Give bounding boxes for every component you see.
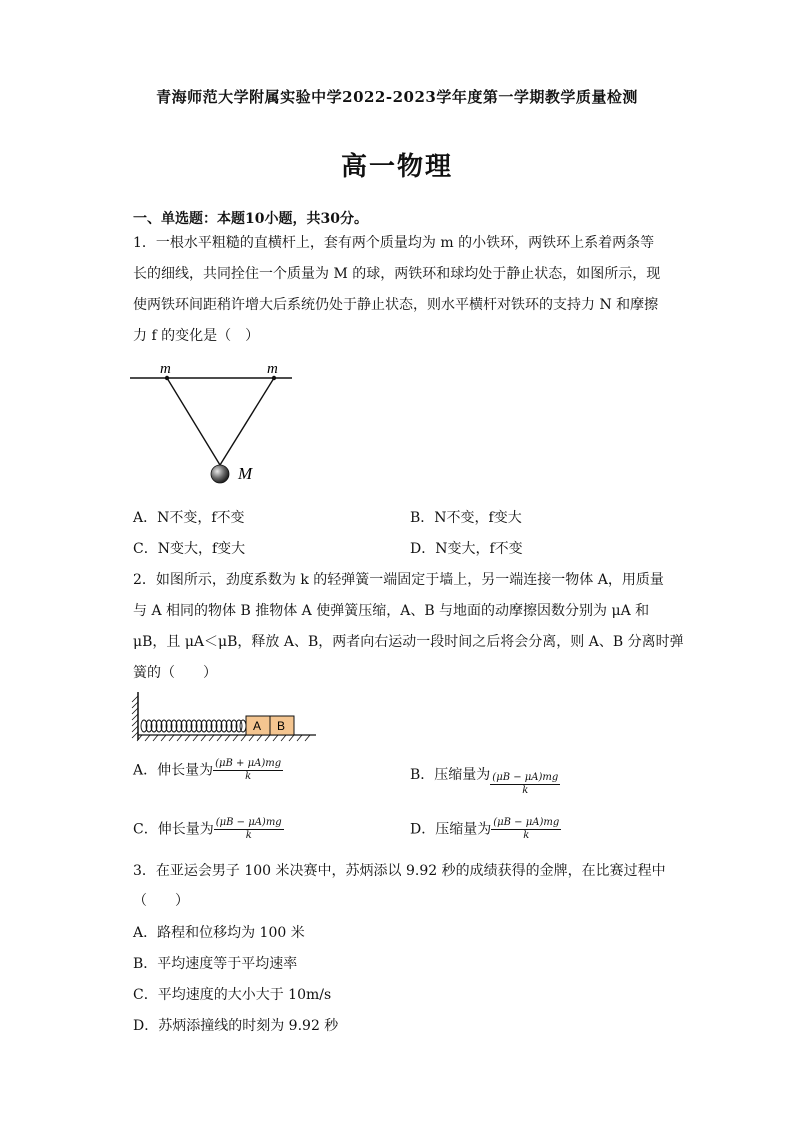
q2-option-b-numerator: (μB − μA)mg [492,772,559,783]
page-title: 高一物理 [340,152,453,182]
q2-option-a-label: A．伸长量为 [133,762,214,779]
q2-option-d-denominator: k [523,830,530,841]
q2-option-d-numerator: (μB − μA)mg [493,817,560,828]
q1-option-b: B．N不变，f变大 [410,510,522,526]
q2-line-2: 与 A 相同的物体 B 推物体 A 使弹簧压缩，A、B 与地面的动摩擦因数分别为 μA 和 [133,603,650,619]
block-b-label: B [277,719,286,733]
q1-figure [128,355,298,490]
q2-option-c-label: C．伸长量为 [133,821,214,838]
q1-line-3: 使两铁环间距稍许增大后系统仍处于静止状态，则水平横杆对铁环的支持力 N 和摩擦 [133,297,659,313]
exam-header: 青海师范大学附属实验中学2022-2023学年度第一学期教学质量检测 [156,88,638,106]
q2-option-a [133,758,283,783]
block-a-label: A [253,719,262,733]
q2-option-d-label: D．压缩量为 [410,821,492,838]
q3-option-b: B．平均速度等于平均速率 [133,956,298,972]
ball [211,465,229,483]
string-left [167,378,220,465]
q3-option-d: D．苏炳添撞线的时刻为 9.92 秒 [133,1018,339,1034]
ring-right-label: m [267,361,278,377]
q2-option-c-numerator: (μB − μA)mg [215,817,282,828]
q3-line-2: （ ） [133,893,189,909]
q2-option-c [133,817,284,842]
section-heading: 一、单选题：本题10小题，共30分。 [133,211,368,227]
q1-option-d: D．N变大，f不变 [410,541,523,557]
q2-option-d [410,817,561,842]
string-right [220,378,274,465]
q1-option-a: A．N不变，f不变 [133,510,245,526]
q2-option-a-numerator: (μB + μA)mg [215,758,282,769]
spring [141,720,246,732]
q1-line-4: 力 f 的变化是（ ） [133,328,260,344]
q3-option-a: A．路程和位移均为 100 米 [133,925,305,941]
q2-option-a-denominator: k [245,771,252,782]
q2-option-c-denominator: k [245,830,252,841]
q2-option-c-fraction [214,817,284,842]
ring-left-label: m [160,361,171,377]
q3-line-1: 3．在亚运会男子 100 米决赛中，苏炳添以 9.92 秒的成绩获得的金牌，在比赛过程中 [133,863,666,879]
q3-option-c: C．平均速度的大小大于 10m/s [133,987,332,1003]
floor-hatching [137,735,310,741]
q2-option-b-denominator: k [522,785,529,796]
q2-option-b-label: B．压缩量为 [410,767,491,783]
q1-line-2: 长的细线，共同拴住一个质量为 M 的球，两铁环和球均处于静止状态，如图所示，现 [133,266,661,282]
q2-option-b-fraction [490,772,560,797]
wall-hatching [132,696,138,738]
q2-option-d-fraction [491,817,561,842]
q2-option-b [410,764,560,797]
q1-line-1: 1．一根水平粗糙的直横杆上，套有两个质量均为 m 的小铁环，两铁环上系着两条等 [133,235,655,251]
q2-line-4: 簧的（ ） [133,665,217,681]
q2-figure [128,688,320,748]
q2-line-3: μB，且 μA＜μB，释放 A、B，两者向右运动一段时间之后将会分离，则 A、B 分离时弹 [133,634,684,650]
ball-label: M [238,464,253,483]
q1-option-c: C．N变大，f变大 [133,541,246,557]
q2-option-a-fraction [213,758,283,783]
q2-line-1: 2．如图所示，劲度系数为 k 的轻弹簧一端固定于墙上，另一端连接一物体 A，用质量 [133,572,664,588]
